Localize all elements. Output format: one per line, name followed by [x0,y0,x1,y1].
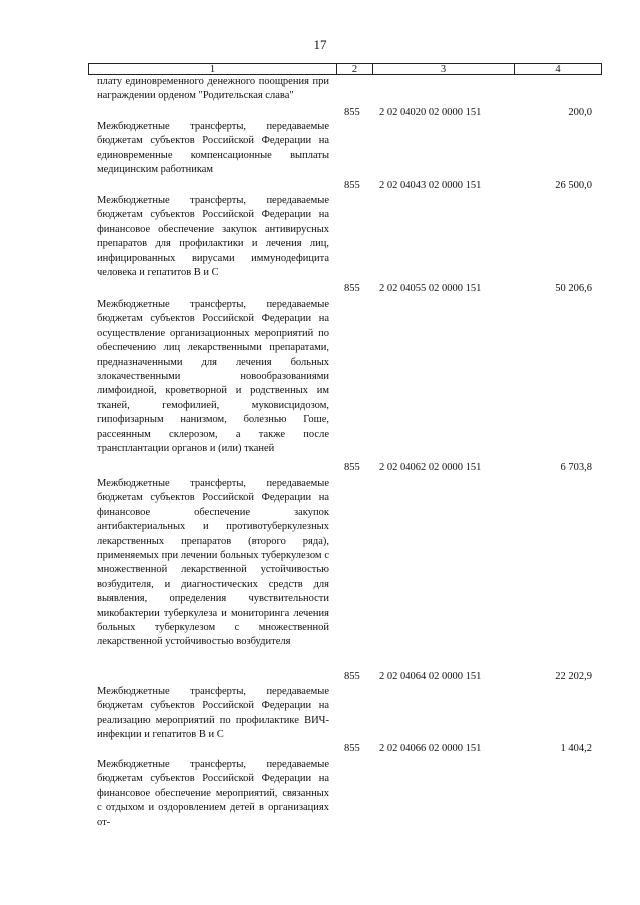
row-code: 855 [344,283,360,294]
row-code: 855 [344,743,360,754]
header-col-1: 1 [89,64,337,74]
row-sum: 200,0 [568,107,592,118]
row-sum: 1 404,2 [560,743,592,754]
row-kbk: 2 02 04055 02 0000 151 [379,283,482,294]
row-description: плату единовременного денежного поощрения при награждении орденом "Родительская слава" [97,76,329,102]
header-col-2: 2 [337,64,373,74]
header-col-4: 4 [555,64,561,75]
page-number: 17 [313,37,327,52]
row-description: Межбюджетные трансферты, передаваемые бюджетам субъектов Российской Федерации на единовременные компенсационные выплаты медицинским работникам [97,121,329,176]
row-kbk: 2 02 04062 02 0000 151 [379,462,482,473]
row-description: Межбюджетные трансферты, передаваемые бюджетам субъектов Российской Федерации на финансовое обеспечение мероприятий, связанных с отдыхом и оздоровлением детей в организациях от- [97,759,329,828]
row-description: Межбюджетные трансферты, передаваемые бюджетам субъектов Российской Федерации на финансовое обеспечение закупок антибактериальных и противотуберкулезных лекарственных препаратов (второго ряда), применяемых при лечении больных туберкулезом с множественной лекарственной устойчивостью возбудителя, и диагностических средств для выявления, определения чувствительности микобактерии туберкулеза и мониторинга лечения больных туберкулезом с множественной лекарственной устойчивостью возбудителя [97,478,329,648]
row-sum: 22 202,9 [555,671,592,682]
row-code: 855 [344,671,360,682]
row-code: 855 [344,107,360,118]
row-kbk: 2 02 04066 02 0000 151 [379,743,482,754]
row-description: Межбюджетные трансферты, передаваемые бюджетам субъектов Российской Федерации на финансовое обеспечение закупок антивирусных препаратов для профилактики и лечения лиц, инфицированных вирусами иммунодефицита человека и гепатитов В и С [97,195,329,279]
row-description: Межбюджетные трансферты, передаваемые бюджетам субъектов Российской Федерации на реализацию мероприятий по профилактике ВИЧ-инфекции и гепатитов В и С [97,686,329,741]
table-header [88,63,602,75]
row-sum: 26 500,0 [555,180,592,191]
row-kbk: 2 02 04020 02 0000 151 [379,107,482,118]
row-description: Межбюджетные трансферты, передаваемые бюджетам субъектов Российской Федерации на осуществление организационных мероприятий по обеспечению лиц лекарственными препаратами, предназначенными для лечения больных злокачественными новообразованиями лимфоидной, кроветворной и родственных им тканей, гемофилией, муковисцидозом, гипофизарным нанизмом, болезнью Гоше, рассеянным склерозом, а также после трансплантации органов и (или) тканей [97,299,329,455]
row-sum: 50 206,6 [555,283,592,294]
row-code: 855 [344,462,360,473]
row-code: 855 [344,180,360,191]
row-kbk: 2 02 04064 02 0000 151 [379,671,482,682]
header-col-3: 3 [373,64,515,74]
row-kbk: 2 02 04043 02 0000 151 [379,180,482,191]
row-sum: 6 703,8 [560,462,592,473]
